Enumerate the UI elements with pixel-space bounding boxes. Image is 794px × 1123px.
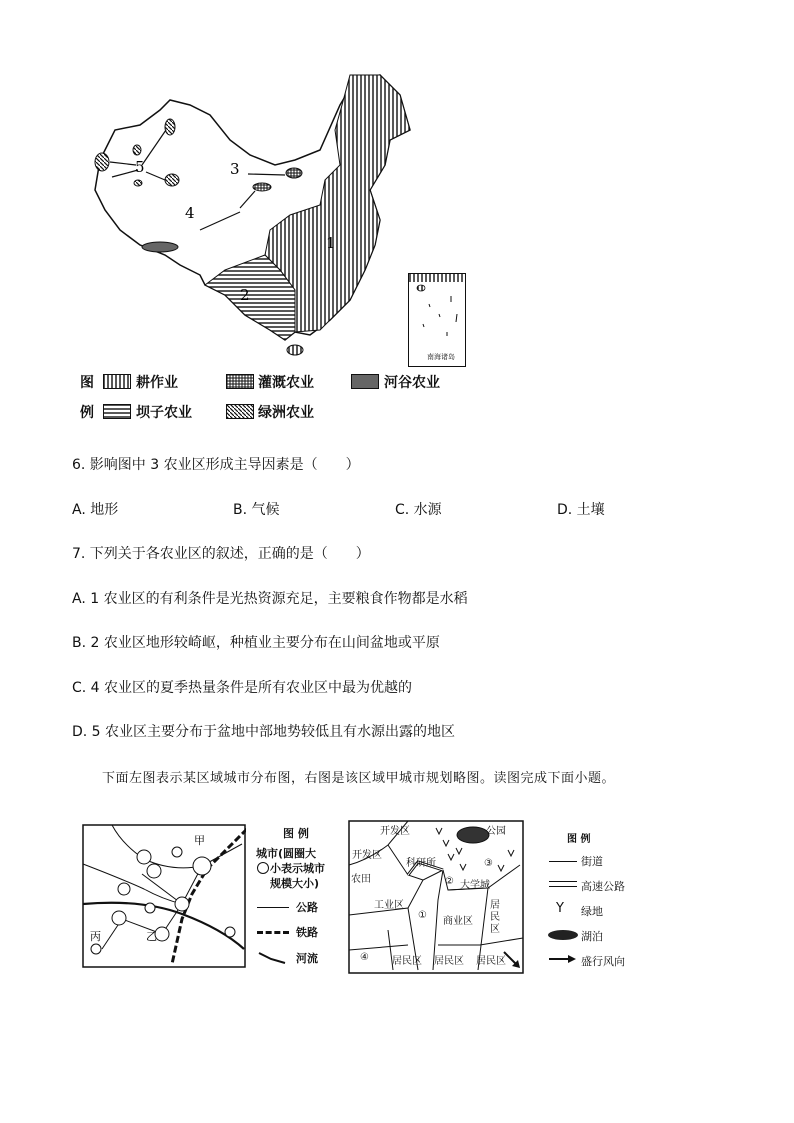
legend-header-tu: 图 bbox=[80, 375, 94, 391]
legend-label-bazi: 坝子农业 bbox=[136, 405, 192, 421]
zone-res-4: 居民区 bbox=[476, 956, 506, 967]
legend-header-li: 例 bbox=[80, 405, 94, 421]
left-legend-city-2: 小表示城市 bbox=[270, 862, 325, 875]
zone-res-3: 居民区 bbox=[434, 956, 464, 967]
legend-road-icon bbox=[257, 907, 289, 908]
city-bing: 丙 bbox=[90, 930, 101, 943]
left-legend-city-3: 规模大小) bbox=[270, 877, 320, 890]
zone-research: 科研所 bbox=[406, 858, 436, 869]
south-china-sea-inset bbox=[408, 273, 466, 367]
left-legend-title: 图 例 bbox=[283, 827, 309, 840]
q6-option-c[interactable]: C. 水源 bbox=[395, 502, 442, 518]
legend-label-oasis: 绿洲农业 bbox=[258, 405, 314, 421]
legend-label-cultivation: 耕作业 bbox=[136, 375, 178, 391]
q6-option-b[interactable]: B. 气候 bbox=[233, 502, 280, 518]
legend-swatch-valley bbox=[351, 374, 379, 389]
q7-option-a[interactable]: A. 1 农业区的有利条件是光热资源充足，主要粮食作物都是水稻 bbox=[72, 591, 468, 607]
legend-highway-icon bbox=[549, 881, 577, 887]
zone-res-1: 居 bbox=[490, 900, 500, 911]
legend-swatch-vlines bbox=[103, 374, 131, 389]
circled-2: ② bbox=[445, 876, 454, 887]
zone-university: 大学城 bbox=[460, 880, 490, 891]
city-jia: 甲 bbox=[194, 834, 205, 847]
zone-farm: 农田 bbox=[351, 874, 371, 885]
left-legend-railway: 铁路 bbox=[296, 926, 318, 939]
question-6-stem: 6. 影响图中 3 农业区形成主导因素是（ ） bbox=[72, 457, 360, 473]
circled-3: ③ bbox=[484, 858, 493, 869]
region-label-4: 4 bbox=[185, 204, 195, 222]
region-label-3: 3 bbox=[230, 160, 240, 178]
zone-commerce: 商业区 bbox=[443, 916, 473, 927]
circled-4: ④ bbox=[360, 952, 369, 963]
circled-1: ① bbox=[418, 910, 427, 921]
legend-city-circle-icon bbox=[257, 862, 269, 874]
region-label-2: 2 bbox=[240, 286, 250, 304]
right-legend-highway: 高速公路 bbox=[581, 880, 625, 893]
region-label-1: 1 bbox=[326, 234, 336, 252]
question-7-stem: 7. 下列关于各农业区的叙述，正确的是（ ） bbox=[72, 546, 370, 562]
right-legend-street: 街道 bbox=[581, 855, 603, 868]
region-3-area bbox=[286, 168, 302, 178]
inset-label: 南海诸岛 bbox=[427, 353, 455, 361]
city-map-svg bbox=[82, 824, 246, 968]
city-planning-map bbox=[348, 820, 524, 974]
region-label-5: 5 bbox=[135, 158, 145, 176]
left-legend-city-1: 城市(圆圈大 bbox=[256, 847, 317, 860]
svg-text:区: 区 bbox=[490, 924, 500, 935]
svg-text:民: 民 bbox=[490, 912, 500, 923]
green-land-icon: Y bbox=[556, 901, 564, 916]
q6-option-a[interactable]: A. 地形 bbox=[72, 502, 119, 518]
inset-islands bbox=[409, 274, 465, 354]
legend-swatch-hlines bbox=[103, 404, 131, 419]
legend-railway-icon bbox=[257, 931, 289, 934]
q7-option-b[interactable]: B. 2 农业区地形较崎岖，种植业主要分布在山间盆地或平原 bbox=[72, 635, 440, 651]
wind-arrow-icon bbox=[548, 954, 578, 964]
left-legend-river: 河流 bbox=[296, 952, 318, 965]
q6-option-d[interactable]: D. 土壤 bbox=[557, 502, 605, 518]
legend-swatch-diag bbox=[226, 404, 254, 419]
intro-text: 下面左图表示某区域城市分布图，右图是该区域甲城市规划略图。读图完成下面小题。 bbox=[102, 771, 616, 786]
right-legend-wind: 盛行风向 bbox=[581, 955, 625, 968]
zone-park: 公园 bbox=[486, 826, 506, 837]
planning-map-svg bbox=[348, 820, 524, 974]
q7-option-d[interactable]: D. 5 农业区主要分布于盆地中部地势较低且有水源出露的地区 bbox=[72, 724, 456, 740]
region-4-area bbox=[142, 242, 178, 252]
china-agriculture-map bbox=[80, 70, 480, 370]
legend-swatch-grid bbox=[226, 374, 254, 389]
legend-river-icon bbox=[257, 949, 287, 965]
right-legend-green: 绿地 bbox=[581, 905, 603, 918]
legend-label-valley: 河谷农业 bbox=[384, 375, 440, 391]
left-legend-road: 公路 bbox=[296, 901, 318, 914]
zone-dev-2: 开发区 bbox=[352, 850, 382, 861]
zone-res-2: 居民区 bbox=[392, 956, 422, 967]
zone-dev-1: 开发区 bbox=[380, 826, 410, 837]
legend-label-irrigation: 灌溉农业 bbox=[258, 375, 314, 391]
right-legend-title: 图 例 bbox=[567, 834, 591, 845]
city-distribution-map bbox=[82, 824, 246, 968]
zone-industry: 工业区 bbox=[374, 900, 404, 911]
lake-icon bbox=[548, 930, 578, 940]
city-yi: 乙 bbox=[146, 930, 157, 943]
q7-option-c[interactable]: C. 4 农业区的夏季热量条件是所有农业区中最为优越的 bbox=[72, 680, 413, 696]
legend-street-icon bbox=[549, 861, 577, 862]
right-legend-lake: 湖泊 bbox=[581, 930, 603, 943]
region-5-area bbox=[165, 119, 175, 135]
